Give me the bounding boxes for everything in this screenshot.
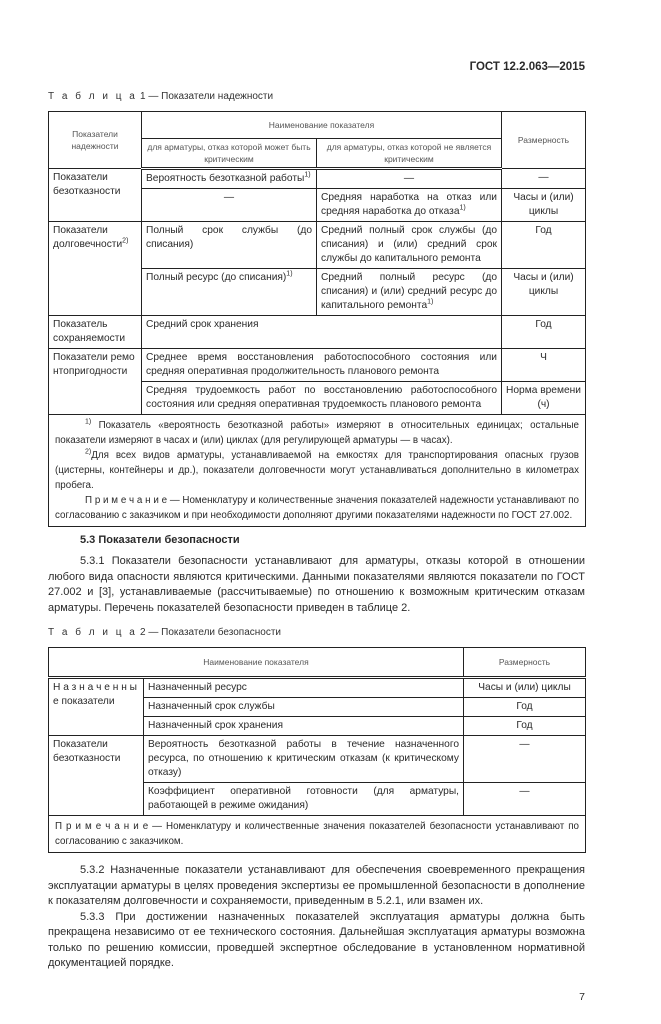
paragraph-5-3-1: 5.3.1 Показатели безопасности устанавливают для арматуры, отказы которой в отношении любого вида опасности являются критическими. Данными показателями являются показатели по ГОСТ 27.002 и [3], устанавливаемые (рассчитываемые) по отношению к возможным критическим отказам арматуры. Перечень показателей безопасности приведен в таблице 2. <box>48 555 585 614</box>
unit-cell: — <box>464 783 586 816</box>
document-page <box>48 0 585 1024</box>
critical-cell: — <box>142 189 317 222</box>
noncritical-cell: Средний полный ресурс (до списания) и (или) средний ресурс до капитального ремонта$^{1)}$ <box>317 269 502 316</box>
table-row <box>49 316 586 349</box>
text-cell: Коэффициент оперативной готовности (для арматуры, работающей в режиме ожидания) <box>144 783 464 816</box>
critical-cell: Полный срок службы (до списания) <box>142 222 317 269</box>
unit-cell: Год <box>502 222 586 269</box>
header-critical: для арматуры, отказ которой может быть критическим <box>142 139 317 169</box>
text-cell: Средний срок хранения <box>142 316 502 349</box>
text-cell: Назначенный срок хранения <box>144 717 464 736</box>
noncritical-cell: Средний полный срок службы (до списания) и (или) средний срок службы до капитального ремонта <box>317 222 502 269</box>
table2-note: П р и м е ч а н и е — Номенклатуру и количественные значения показателей безопасности устанавливают по согласованию с заказчиком. <box>49 816 586 853</box>
text-cell: Назначенный срок службы <box>144 698 464 717</box>
safety-table <box>48 647 586 853</box>
caption-word: Т а б л и ц а <box>48 91 138 102</box>
group-cell: Н а з н а ч е н н ы е показатели <box>49 678 144 736</box>
document-code: ГОСТ 12.2.063—2015 <box>469 61 585 73</box>
critical-cell: Вероятность безотказной работы$^{1)}$ <box>142 169 317 189</box>
header-name: Наименование показателя <box>142 112 502 139</box>
reliability-table <box>48 111 586 527</box>
caption-text: 1 — Показатели надежности <box>137 91 274 102</box>
group-cell: Показатели долговечности$^{2)}$ <box>49 222 142 316</box>
table1-footnotes <box>49 415 586 527</box>
unit-cell: Часы и (или) циклы <box>502 189 586 222</box>
paragraph-5-3-2: 5.3.2 Назначенные показатели устанавливают для обеспечения своевременного прекращения эксплуатации арматуры в целях проведения экспертизы ее промышленной безопасности в дополнение к показателям долговечности и сохраняемости, приведенным в 5.2.1, или взамен их. <box>48 864 585 907</box>
group-cell: Показатели безотказности <box>49 169 142 222</box>
unit-cell: Год <box>502 316 586 349</box>
unit-cell: Ч <box>502 349 586 382</box>
caption-word: Т а б л и ц а <box>48 627 138 638</box>
unit-cell: Год <box>464 698 586 717</box>
group-cell: Показатель сохраняемости <box>49 316 142 349</box>
table1-note: П р и м е ч а н и е — Номенклатуру и количественные значения показателей надежности устанавливают по согласованию с заказчиком и при необходимости дополняют другими показателями надежности по ГОСТ 27.002. <box>55 495 579 521</box>
group-cell: Показатели безотказности <box>49 736 144 816</box>
noncritical-cell: Средняя наработка на отказ или средняя наработка до отказа$^{1)}$ <box>317 189 502 222</box>
text-cell: Средняя трудоемкость работ по восстановлению работоспособного состояния или средняя оперативная трудоемкость планового ремонта <box>142 382 502 415</box>
section-title: 5.3 Показатели безопасности <box>80 534 240 546</box>
footnote-2: $^{2)}$Для всех видов арматуры, устанавливаемой на емкостях для транспортирования опасных грузов (цистерны, контейнеры и др.), показатели долговечности могут устанавливаться дополнительно в километрах пробега. <box>55 448 579 491</box>
table-row <box>49 678 586 698</box>
paragraphs-5-3-2-3 <box>48 863 585 972</box>
unit-cell: — <box>464 736 586 783</box>
noncritical-cell: — <box>317 169 502 189</box>
page-number: 7 <box>579 990 585 1003</box>
header-group: Показатели надежности <box>49 112 142 169</box>
critical-cell: Полный ресурс (до списания)$^{1)}$ <box>142 269 317 316</box>
unit-cell: Норма времени (ч) <box>502 382 586 415</box>
header-unit: Размерность <box>502 112 586 169</box>
unit-cell: Часы и (или) циклы <box>464 678 586 698</box>
footnote-1: $^{1)}$ Показатель «вероятность безотказной работы» измеряют в относительных единицах; остальные показатели измеряют в часах и (или) циклах (для регулирующей арматуры — в часах). <box>55 418 579 446</box>
caption-text: 2 — Показатели безопасности <box>137 627 282 638</box>
table1-caption <box>48 90 585 103</box>
header-noncritical: для арматуры, отказ которой не является критическим <box>317 139 502 169</box>
text-cell: Вероятность безотказной работы в течение назначенного ресурса, по отношению к критическим отказам (к критическому отказу) <box>144 736 464 783</box>
text-cell: Среднее время восстановления работоспособного состояния или средняя оперативная продолжительность планового ремонта <box>142 349 502 382</box>
unit-cell: — <box>502 169 586 189</box>
group-cell: Показатели ремонтопригодности <box>49 349 142 415</box>
table2-caption <box>48 626 585 639</box>
table-row <box>49 736 586 783</box>
table-row <box>49 222 586 269</box>
header-name: Наименование показателя <box>49 648 464 678</box>
text-cell: Назначенный ресурс <box>144 678 464 698</box>
header-unit: Размерность <box>464 648 586 678</box>
table-row <box>49 349 586 382</box>
paragraph-5-3-3: 5.3.3 При достижении назначенных показателей эксплуатация арматуры должна быть прекращена независимо от ее технического состояния. Дальнейшая эксплуатация арматуры возможна только по решению комиссии, проведшей экспертное обследование в установленном нормативной документацией порядке. <box>48 910 585 969</box>
table-row <box>49 169 586 189</box>
unit-cell: Год <box>464 717 586 736</box>
unit-cell: Часы и (или) циклы <box>502 269 586 316</box>
